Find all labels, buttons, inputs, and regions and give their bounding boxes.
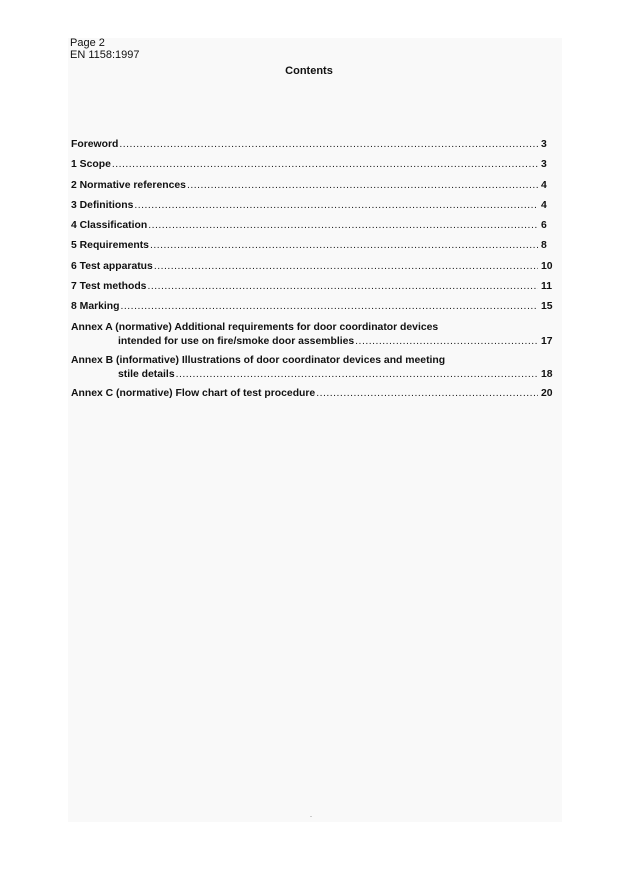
toc-page: 4 (541, 179, 547, 191)
toc-entry-requirements[interactable] (71, 239, 563, 259)
toc-page: 3 (541, 159, 547, 171)
toc-entry-foreword[interactable] (71, 138, 563, 158)
table-of-contents (71, 138, 563, 407)
toc-entry-scope[interactable] (71, 158, 563, 178)
leader-dots (355, 335, 538, 349)
page-header (70, 37, 140, 61)
toc-label: Annex B (informative) Illustrations of door coordinator devices and meeting (71, 354, 446, 366)
leader-dots (148, 219, 538, 233)
toc-label: 4 Classification (71, 220, 148, 232)
leader-dots (316, 387, 538, 401)
toc-label: 2 Normative references (71, 179, 186, 191)
toc-label: 1 Scope (71, 159, 111, 171)
toc-entry-marking[interactable] (71, 300, 563, 320)
standard-reference: EN 1158:1997 (70, 49, 140, 61)
toc-entry-annex-b[interactable] (71, 354, 563, 387)
toc-page: 17 (541, 335, 553, 347)
toc-page: 8 (541, 240, 547, 252)
toc-entry-test-methods[interactable] (71, 280, 563, 300)
leader-dots (176, 368, 538, 382)
toc-page: 6 (541, 220, 547, 232)
toc-label: Foreword (71, 139, 119, 150)
toc-label-continued: intended for use on fire/smoke door assemblies (118, 335, 355, 347)
toc-label: 5 Requirements (71, 240, 149, 252)
toc-page: 20 (541, 387, 553, 399)
leader-dots (154, 260, 538, 274)
toc-entry-definitions[interactable] (71, 199, 563, 219)
toc-entry-annex-a[interactable] (71, 321, 563, 354)
leader-dots (147, 280, 538, 294)
leader-dots (134, 199, 538, 213)
toc-label: 7 Test methods (71, 281, 147, 293)
toc-entry-classification[interactable] (71, 219, 563, 239)
toc-label: Annex C (normative) Flow chart of test procedure (71, 387, 316, 399)
toc-label: 6 Test apparatus (71, 260, 153, 272)
toc-page: 10 (541, 260, 553, 272)
toc-page: 3 (541, 139, 547, 150)
toc-label: 8 Marking (71, 301, 120, 313)
page-number: Page 2 (70, 37, 105, 49)
toc-label-continued: stile details (118, 368, 175, 380)
toc-label: 3 Definitions (71, 199, 134, 211)
toc-entry-normative-references[interactable] (71, 179, 563, 199)
leader-dots (187, 179, 538, 193)
leader-dots (150, 239, 538, 253)
toc-label: Annex A (normative) Additional requirements for door coordinator devices (71, 321, 439, 333)
scan-artifact (310, 816, 312, 817)
toc-page: 18 (541, 368, 553, 380)
contents-title: Contents (285, 65, 333, 77)
toc-entry-test-apparatus[interactable] (71, 260, 563, 280)
toc-page: 11 (541, 281, 552, 293)
toc-entry-annex-c[interactable] (71, 387, 563, 407)
toc-page: 15 (541, 301, 553, 313)
leader-dots (119, 138, 538, 152)
leader-dots (112, 158, 538, 172)
leader-dots (121, 300, 538, 314)
toc-page: 4 (541, 199, 547, 211)
